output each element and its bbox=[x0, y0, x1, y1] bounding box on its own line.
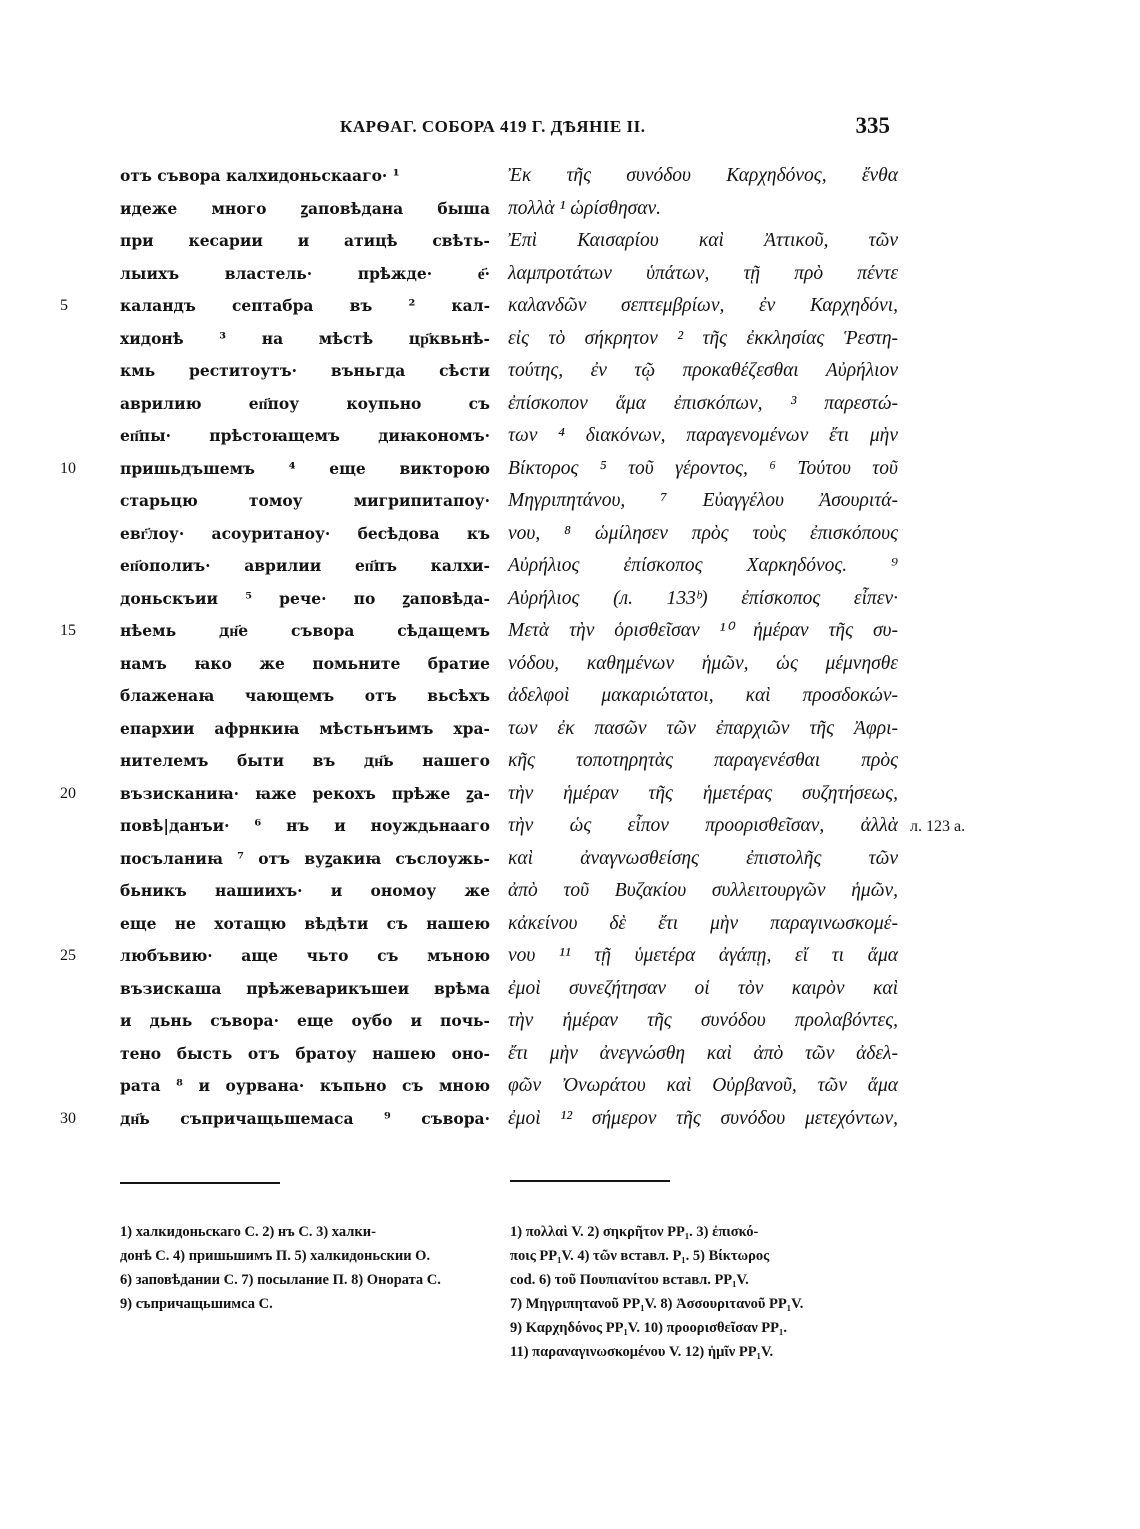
greek-line: καὶ ἀναγνωσθείσης ἐπιστολῆς τῶν bbox=[508, 847, 898, 869]
slavonic-line-text: еще не хотащю вѣдѣти съ нашею bbox=[120, 913, 490, 933]
greek-line: Αὐρήλιος (л. 133ᵇ) ἐπίσκοπος εἶπεν· bbox=[508, 587, 898, 609]
footnote-line: 1) πολλαὶ V. 2) σηκρῆτον PP₁. 3) ἐπισκό- bbox=[510, 1224, 759, 1240]
slavonic-line bbox=[60, 290, 490, 323]
slavonic-line bbox=[60, 875, 490, 908]
slavonic-line bbox=[60, 1070, 490, 1103]
footnotes-greek bbox=[510, 1220, 898, 1364]
line-number: 15 bbox=[60, 622, 76, 639]
greek-line: καλανδῶν σεπτεμβρίων, ἐν Καρχηδόνι, bbox=[508, 295, 898, 316]
slavonic-line-text: при кесарии и атицѣ свѣть- bbox=[120, 231, 490, 250]
footnote-line: 11) παραναγινωσκομένου V. 12) ἡμῖν PP₁V. bbox=[510, 1344, 774, 1360]
greek-line: πολλὰ ¹ ὡρίσθησαν. bbox=[508, 197, 662, 219]
slavonic-line bbox=[60, 420, 490, 453]
greek-line: τούτης, ἐν τῷ προκαθέζεσθαι Αὐρήλιον bbox=[508, 360, 898, 381]
footnote-divider-left bbox=[120, 1182, 280, 1184]
slavonic-line-text: доньскъии ⁵ рече· по ꙁаповѣда- bbox=[120, 588, 490, 608]
greek-line: Μηγριπητάνου, ⁷ Εὐαγγέλου Ἀσουριτά- bbox=[508, 490, 898, 511]
slavonic-line-text: еп҃ополиъ· аврилии еп҃пъ калхи- bbox=[120, 556, 490, 575]
slavonic-line bbox=[60, 323, 490, 356]
footnote-line: 9) съпричащьшимса С. bbox=[120, 1296, 273, 1312]
greek-line: ἀδελφοὶ μακαριώτατοι, καὶ προσδοκών- bbox=[508, 685, 898, 706]
slavonic-line-text: еп҃пы· прѣстоꙗщемъ диꙗкономъ· bbox=[120, 426, 490, 445]
slavonic-line bbox=[60, 1103, 490, 1136]
slavonic-line-text: възисканиꙗ· ꙗже рекохъ прѣже ꙁа- bbox=[120, 783, 490, 803]
footnote-line: ποις PP₁V. 4) τῶν вставл. P₁. 5) Βίκτωρος bbox=[510, 1248, 770, 1264]
footnote-line: 9) Καρχηδόνος PP₁V. 10) προορισθεῖσαν PP₁. bbox=[510, 1320, 787, 1336]
greek-line: νου ¹¹ τῇ ὑμετέρα ἀγάπῃ, εἴ τι ἅμα bbox=[508, 945, 898, 966]
running-head: КАРѲАГ. СОБОРА 419 Г. ДѢЯНІЕ II. bbox=[340, 117, 646, 136]
greek-line: Ἐκ τῆς συνόδου Καρχηδόνος, ἔνθα bbox=[508, 165, 898, 186]
slavonic-line-text: любъвию· аще чьто съ мъною bbox=[120, 946, 490, 965]
greek-line: ἀπὸ τοῦ Βυζακίου συλλειτουργῶν ἡμῶν, bbox=[508, 880, 898, 901]
greek-line: Αὐρήλιος ἐπίσκοπος Χαρκηδόνος. ⁹ bbox=[508, 555, 898, 576]
slavonic-line-text: аврилию еп҃поу коупьно съ bbox=[120, 393, 490, 413]
slavonic-line bbox=[60, 680, 490, 713]
greek-line: λαμπροτάτων ὑπάτων, τῇ πρὸ πέντε bbox=[508, 262, 898, 284]
greek-line: νου, ⁸ ὡμίλησεν πρὸς τοὺς ἐπισκόπους bbox=[508, 522, 898, 544]
slavonic-line bbox=[60, 843, 490, 876]
greek-line: κἀκείνου δὲ ἔτι μὴν παραγινωσκομέ- bbox=[508, 912, 898, 934]
line-number: 30 bbox=[60, 1109, 76, 1127]
slavonic-line bbox=[60, 388, 490, 421]
page-header bbox=[270, 113, 890, 143]
footnote-line: 6) заповѣдании С. 7) посылание П. 8) Онората С. bbox=[120, 1272, 441, 1288]
footnotes-slavonic bbox=[120, 1220, 490, 1316]
slavonic-line bbox=[60, 258, 490, 291]
greek-line: τὴν ἡμέραν τῆς συνόδου προλαβόντες, bbox=[508, 1010, 898, 1031]
slavonic-line-text: отъ съвора калхидоньскааго· ¹ bbox=[120, 166, 400, 185]
slavonic-line-text: тено бысть отъ братоу нашею оно- bbox=[120, 1043, 490, 1063]
line-number: 20 bbox=[60, 784, 76, 802]
slavonic-line bbox=[60, 193, 490, 226]
slavonic-line bbox=[60, 940, 490, 973]
greek-line: τὴν ἡμέραν τῆς ἡμετέρας συζητήσεως, bbox=[508, 782, 898, 804]
line-number: 10 bbox=[60, 459, 76, 477]
slavonic-line bbox=[60, 485, 490, 518]
slavonic-line-text: бьникъ нашиихъ· и ономоу же bbox=[120, 881, 490, 900]
slavonic-column bbox=[60, 160, 490, 1135]
slavonic-line-text: блаженаꙗ чающемъ отъ вьсѣхъ bbox=[120, 686, 490, 705]
greek-line: Βίκτορος ⁵ τοῦ γέροντος, ⁶ Τούτου τοῦ bbox=[508, 457, 898, 479]
greek-line: των ἐκ πασῶν τῶν ἐπαρχιῶν τῆς Ἀφρι- bbox=[508, 717, 898, 739]
line-number: 25 bbox=[60, 947, 76, 964]
slavonic-line-text: идеже много ꙁаповѣдана быша bbox=[120, 198, 490, 218]
slavonic-line-text: хидонѣ ³ на мѣстѣ цр҃квьнѣ- bbox=[120, 328, 490, 348]
greek-line: ἔτι μὴν ἀνεγνώσθη καὶ ἀπὸ τῶν ἀδελ- bbox=[508, 1042, 898, 1064]
footnote-divider-right bbox=[510, 1180, 670, 1182]
footnote-line: 7) Μηγριπητανοῦ PP₁V. 8) Ἀσσουριτανοῦ PP₁V. bbox=[510, 1296, 804, 1312]
greek-line: φῶν Ὀνωράτου καὶ Οὐρβανοῦ, τῶν ἅμα bbox=[508, 1075, 898, 1096]
slavonic-line bbox=[60, 908, 490, 941]
line-number: 5 bbox=[60, 297, 68, 314]
slavonic-line bbox=[60, 973, 490, 1006]
slavonic-line-text: намъ ꙗко же помьните братие bbox=[120, 653, 490, 673]
slavonic-line bbox=[60, 518, 490, 551]
slavonic-line bbox=[60, 160, 490, 193]
greek-line: των ⁴ διακόνων, παραγενομένων ἔτι μὴν bbox=[508, 425, 898, 446]
slavonic-line-text: лыихъ властель· прѣжде· е҃· bbox=[120, 263, 490, 283]
footnote-line: 1) халкидоньскаго С. 2) нъ С. 3) халки- bbox=[120, 1224, 376, 1240]
greek-line: νόδου, καθημένων ἡμῶν, ὡς μέμνησθε bbox=[508, 652, 898, 674]
slavonic-line-text: повѣ|данъи· ⁶ нъ и ноуждьнааго bbox=[120, 816, 490, 835]
slavonic-line bbox=[60, 355, 490, 388]
slavonic-line-text: кмь реститоутъ· въньгда сѣсти bbox=[120, 361, 490, 380]
greek-line: ἐμοὶ ¹² σήμερον τῆς συνόδου μετεχόντων, bbox=[508, 1107, 898, 1129]
slavonic-line-text: възискаша прѣжеварикъшеи врѣма bbox=[120, 978, 490, 998]
greek-line: ἐπίσκοπον ἅμα ἐπισκόπων, ³ παρεστώ- bbox=[508, 392, 898, 414]
greek-line: κῆς τοποτηρητὰς παραγενέσθαι πρὸς bbox=[508, 750, 898, 771]
footnote-line: донѣ С. 4) пришьшимъ П. 5) халкидоньскии О. bbox=[120, 1248, 431, 1264]
slavonic-line-text: пришьдъшемъ ⁴ еще викторою bbox=[120, 458, 490, 478]
slavonic-line-text: старьцю томоу мигрипитапоу· bbox=[120, 491, 490, 510]
slavonic-line-text: нѣемь дн҃е съвора сѣдащемъ bbox=[120, 621, 490, 640]
footnote-line: cod. 6) τοῦ Πουπιανίτου вставл. PP₁V. bbox=[510, 1272, 749, 1288]
greek-line: Μετὰ τὴν ὁρισθεῖσαν ¹⁰ ἡμέραν τῆς συ- bbox=[508, 620, 898, 641]
slavonic-line-text: и дьнь съвора· еще оубо и почь- bbox=[120, 1011, 490, 1030]
slavonic-line bbox=[60, 778, 490, 811]
greek-line: εἰς τὸ σήκρητον ² τῆς ἐκκλησίας Ῥεστη- bbox=[508, 327, 898, 349]
slavonic-line bbox=[60, 648, 490, 681]
page-number: 335 bbox=[855, 113, 890, 138]
slavonic-line bbox=[60, 745, 490, 778]
slavonic-line bbox=[60, 615, 490, 648]
slavonic-line bbox=[60, 810, 490, 843]
slavonic-line-text: евг҃лоу· асоуританоу· бесѣдова къ bbox=[120, 523, 490, 543]
slavonic-line bbox=[60, 225, 490, 258]
slavonic-line-text: дн҃ь съпричащьшемаса ⁹ съвора· bbox=[120, 1108, 490, 1128]
slavonic-line bbox=[60, 550, 490, 583]
greek-line: τὴν ὡς εἶπον προορισθεῖσαν, ἀλλὰ bbox=[508, 815, 898, 836]
slavonic-line-text: епархии афрнкиꙗ мѣстьнъимъ хра- bbox=[120, 718, 490, 738]
slavonic-line-text: каландъ септабра въ ² кал- bbox=[120, 296, 490, 315]
slavonic-line bbox=[60, 1005, 490, 1038]
slavonic-line-text: рата ⁸ и оурвана· къпьно съ мною bbox=[120, 1076, 490, 1095]
slavonic-line bbox=[60, 713, 490, 746]
margin-note: л. 123 а. bbox=[910, 818, 966, 835]
slavonic-line bbox=[60, 453, 490, 486]
slavonic-line bbox=[60, 1038, 490, 1071]
slavonic-line-text: нителемъ быти въ дн҃ь нашего bbox=[120, 751, 490, 770]
greek-line: Ἐπὶ Καισαρίου καὶ Ἀττικοῦ, τῶν bbox=[508, 230, 898, 251]
slavonic-line bbox=[60, 583, 490, 616]
slavonic-line-text: посъланиꙗ ⁷ отъ вуꙁакиꙗ съслоужь- bbox=[120, 848, 490, 868]
greek-column bbox=[508, 160, 898, 1135]
greek-line: ἐμοὶ συνεζήτησαν οἱ τὸν καιρὸν καὶ bbox=[508, 977, 898, 999]
